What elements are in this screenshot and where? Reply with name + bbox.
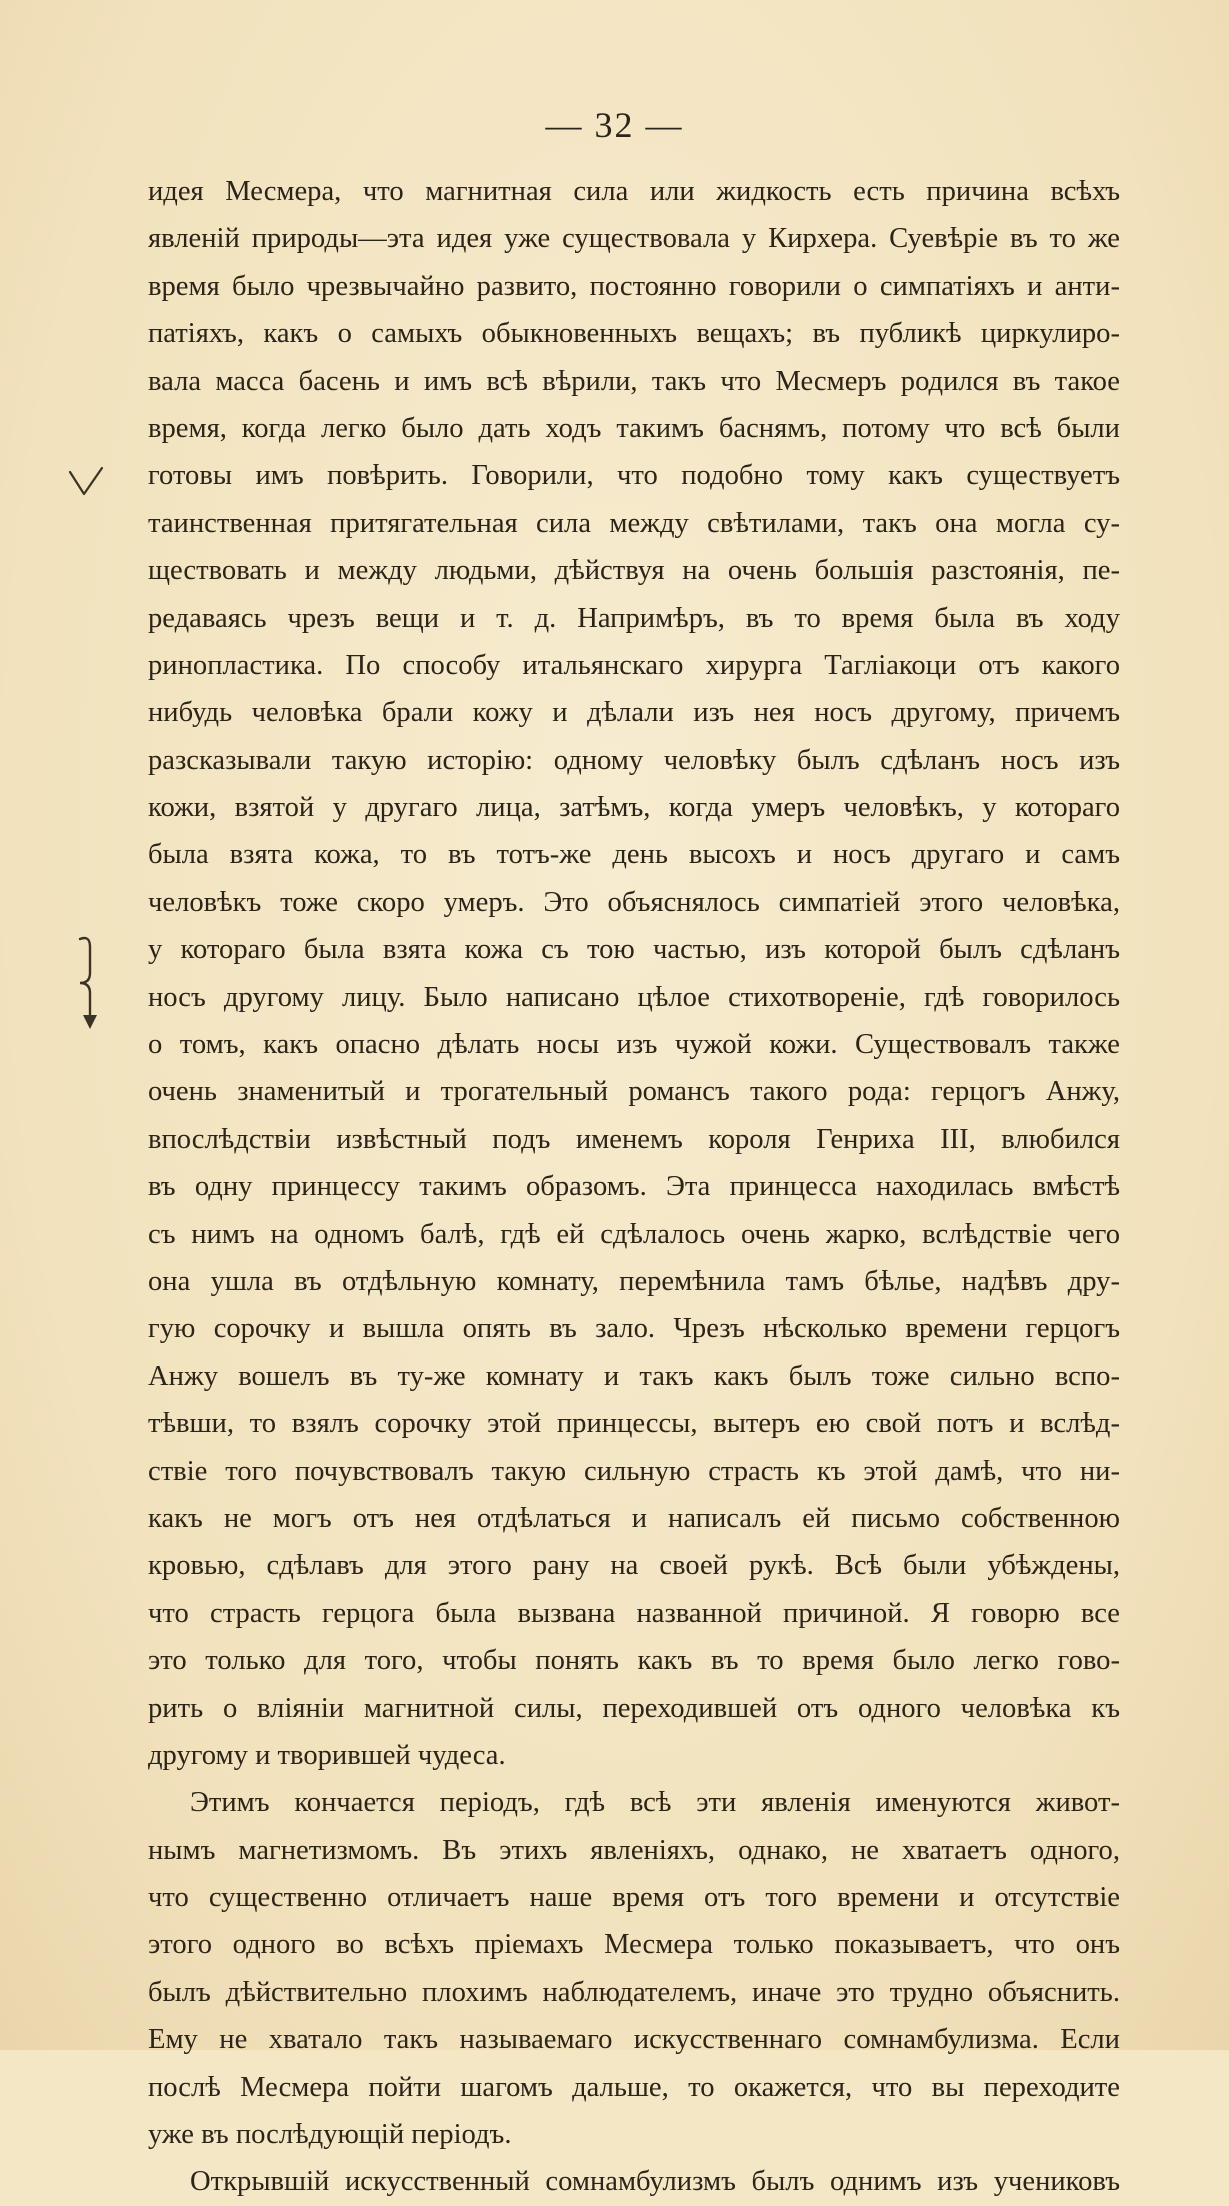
text-line: явленій природы—эта идея уже существовала у Кирхера. Суевѣріе въ то же [148,223,1120,255]
text-line: уже въ послѣдующій періодъ. [148,2119,512,2151]
text-line: рить о вліяніи магнитной силы, переходившей отъ одного человѣка къ [148,1692,1120,1724]
text-line: Открывшій искусственный сомнамбулизмъ былъ однимъ изъ учениковъ [190,2166,1120,2198]
text-line: очень знаменитый и трогательный романсъ такого рода: герцогъ Анжу, [148,1076,1120,1108]
text-line: ринопластика. По способу итальянскаго хирурга Тагліакоци отъ какого [148,649,1120,681]
text-line: время, когда легко было дать ходъ такимъ баснямъ, потому что всѣ были [148,412,1120,444]
text-line: человѣкъ тоже скоро умеръ. Это объяснялось симпатіей этого человѣка, [148,886,1120,918]
body-text [148,168,1120,2206]
text-line: носъ другому лицу. Было написано цѣлое стихотвореніе, гдѣ говорилось [148,981,1120,1013]
text-line: послѣ Месмера пойти шагомъ дальше, то окажется, что вы переходите [148,2071,1120,2103]
text-line: идея Месмера, что магнитная сила или жидкость есть причина всѣхъ [148,176,1120,207]
text-line: у котораго была взята кожа съ тою частью, изъ которой былъ сдѣланъ [148,934,1120,966]
text-line: нымъ магнетизмомъ. Въ этихъ явленіяхъ, однако, не хватаетъ одного, [148,1834,1120,1866]
text-line: тѣвши, то взялъ сорочку этой принцессы, вытеръ ею свой потъ и вслѣд- [148,1408,1120,1440]
text-line: что страсть герцога была вызвана названной причиной. Я говорю все [148,1597,1120,1629]
text-line: о томъ, какъ опасно дѣлать носы изъ чужой кожи. Существовалъ также [148,1029,1120,1061]
text-line: Анжу вошелъ въ ту-же комнату и такъ какъ былъ тоже сильно вспо- [148,1360,1120,1392]
text-line: разсказывали такую исторію: одному человѣку былъ сдѣланъ носъ изъ [148,744,1120,776]
text-line: готовы имъ повѣрить. Говорили, что подобно тому какъ существуетъ [148,460,1120,492]
text-line: нибудь человѣка брали кожу и дѣлали изъ нея носъ другому, причемъ [148,697,1120,729]
margin-bracket-mark [76,933,102,1033]
text-line: гую сорочку и вышла опять въ зало. Чрезъ нѣсколько времени герцогъ [148,1313,1120,1345]
text-line: этого одного во всѣхъ пріемахъ Месмера только показываетъ, что онъ [148,1929,1120,1961]
text-line: патіяхъ, какъ о самыхъ обыкновенныхъ вещахъ; въ публикѣ циркулиро- [148,318,1120,350]
text-line: кожи, взятой у другаго лица, затѣмъ, когда умеръ человѣкъ, у котораго [148,792,1120,824]
text-line: ществовать и между людьми, дѣйствуя на очень большія разстоянія, пе- [148,555,1120,587]
text-line: въ одну принцессу такимъ образомъ. Эта принцесса находилась вмѣстѣ [148,1171,1120,1203]
text-line: что существенно отличаетъ наше время отъ того времени и отсутствіе [148,1882,1120,1914]
text-line: Ему не хватало такъ называемаго искусственнаго сомнамбулизма. Если [148,2024,1120,2056]
text-line: таинственная притягательная сила между свѣтилами, такъ она могла су- [148,507,1120,539]
text-line: Этимъ кончается періодъ, гдѣ всѣ эти явленія именуются живот- [190,1787,1120,1819]
text-line: кровью, сдѣлавъ для этого рану на своей рукѣ. Всѣ были убѣждены, [148,1550,1120,1582]
text-line: впослѣдствіи извѣстный подъ именемъ короля Генриха III, влюбился [148,1123,1120,1155]
text-line: съ нимъ на одномъ балѣ, гдѣ ей сдѣлалось очень жарко, вслѣдствіе чего [148,1218,1120,1250]
margin-check-mark [66,464,106,504]
text-line: это только для того, чтобы понять какъ въ то время было легко гово- [148,1645,1120,1677]
text-line: былъ дѣйствительно плохимъ наблюдателемъ, иначе это трудно объяснить. [148,1976,1120,2008]
text-line: была взята кожа, то въ тотъ-же день высохъ и носъ другаго и самъ [148,839,1120,871]
text-line: ствіе того почувствовалъ такую сильную страсть къ этой дамѣ, что ни- [148,1455,1120,1487]
text-line: она ушла въ отдѣльную комнату, перемѣнила тамъ бѣлье, надѣвъ дру- [148,1265,1120,1297]
page-number: — 32 — [545,105,684,145]
text-line: какъ не могъ отъ нея отдѣлаться и написалъ ей письмо собственною [148,1502,1120,1534]
text-line: вала масса басень и имъ всѣ вѣрили, такъ что Месмеръ родился въ такое [148,365,1120,397]
text-line: время было чрезвычайно развито, постоянно говорили о симпатіяхъ и анти- [148,270,1120,302]
text-line: редаваясь чрезъ вещи и т. д. Напримѣръ, въ то время была въ ходу [148,602,1120,634]
text-line: другому и творившей чудеса. [148,1739,506,1771]
